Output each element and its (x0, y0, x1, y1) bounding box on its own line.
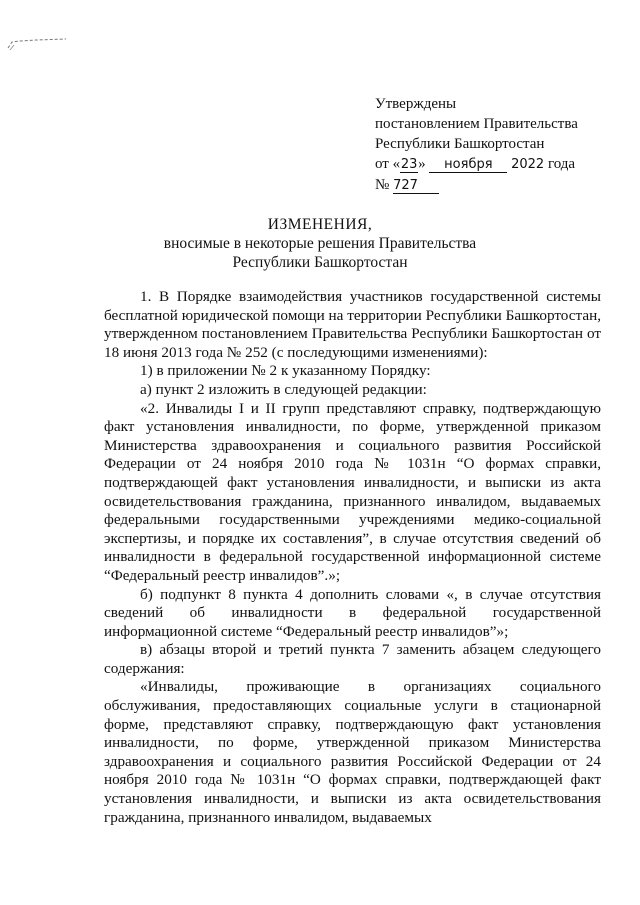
approval-number-line (375, 175, 615, 195)
approval-line-3: Республики Башкортостан (375, 136, 545, 152)
date-prefix: от « (375, 156, 401, 172)
approval-date-line (375, 154, 615, 175)
scan-artifact-mark (6, 36, 68, 52)
paragraph-subitem-b: б) подпункт 8 пункта 4 дополнить словами «, в случае отсутствия сведений об инвалидности в федеральной государственной информационной системе “Федеральный реестр инвалидов”»; (104, 585, 601, 640)
date-mid: » (418, 156, 426, 172)
document-body (104, 288, 601, 827)
approval-line-2: постановлением Правительства (375, 116, 578, 132)
paragraph-item-1: 1. В Порядке взаимодействия участников государственной системы бесплатной юридической помощи на территории Республики Башкортостан, утвержденном постановлением Правительства Республики Башкортостан от 18 июня 2013 года № 252 (с последующими изменениями): (104, 288, 601, 361)
document-number: 727 (393, 178, 439, 194)
date-suffix: года (547, 156, 576, 172)
paragraph-subitem-1: 1) в приложении № 2 к указанному Порядку: (140, 362, 431, 380)
date-day: 23 (400, 157, 418, 172)
date-month: ноября (429, 157, 507, 173)
paragraph-subitem-a: а) пункт 2 изложить в следующей редакции: (140, 380, 427, 398)
title-heading: ИЗМЕНЕНИЯ, (267, 216, 373, 233)
number-prefix: № (375, 177, 390, 193)
date-year: 2022 (511, 157, 545, 172)
paragraph-subitem-v: в) абзацы второй и третий пункта 7 заменить абзацем следующего содержания: (104, 641, 601, 677)
approval-block (375, 94, 615, 195)
paragraph-quote-invalids: «Инвалиды, проживающие в организациях социального обслуживания, предоставляющих социальные услуги в стационарной форме, представляют справку, подтверждающую факт установления инвалидности, по форме, утвержденной приказом Министерства здравоохранения и социального развития Российской Федерации от 24 ноября 2010 года № 1031н “О формах справки, подтверждающей факт установления инвалидности, и выписки из акта освидетельствования гражданина, признанного инвалидом, выдаваемых (104, 678, 601, 826)
title-line-3: Республики Башкортостан (232, 254, 408, 271)
approval-line-1: Утверждены (375, 96, 457, 112)
document-title (100, 215, 540, 272)
title-line-2: вносимые в некоторые решения Правительства (163, 235, 477, 252)
paragraph-quote-2: «2. Инвалиды I и II групп представляют справку, подтверждающую факт установления инвалидности, по форме, утвержденной приказом Министерства здравоохранения и социального развития Российской Федерации от 24 ноября 2010 года № 1031н “О формах справки, подтверждающей факт установления инвалидности, и выписки из акта освидетельствования гражданина, признанного инвалидом, выдаваемых федеральными государственными учреждениями медико-социальной экспертизы, и порядке их составления”, в случае отсутствия сведений об инвалидности в федеральной государственной информационной системе “Федеральный реестр инвалидов”.»; (104, 399, 601, 584)
